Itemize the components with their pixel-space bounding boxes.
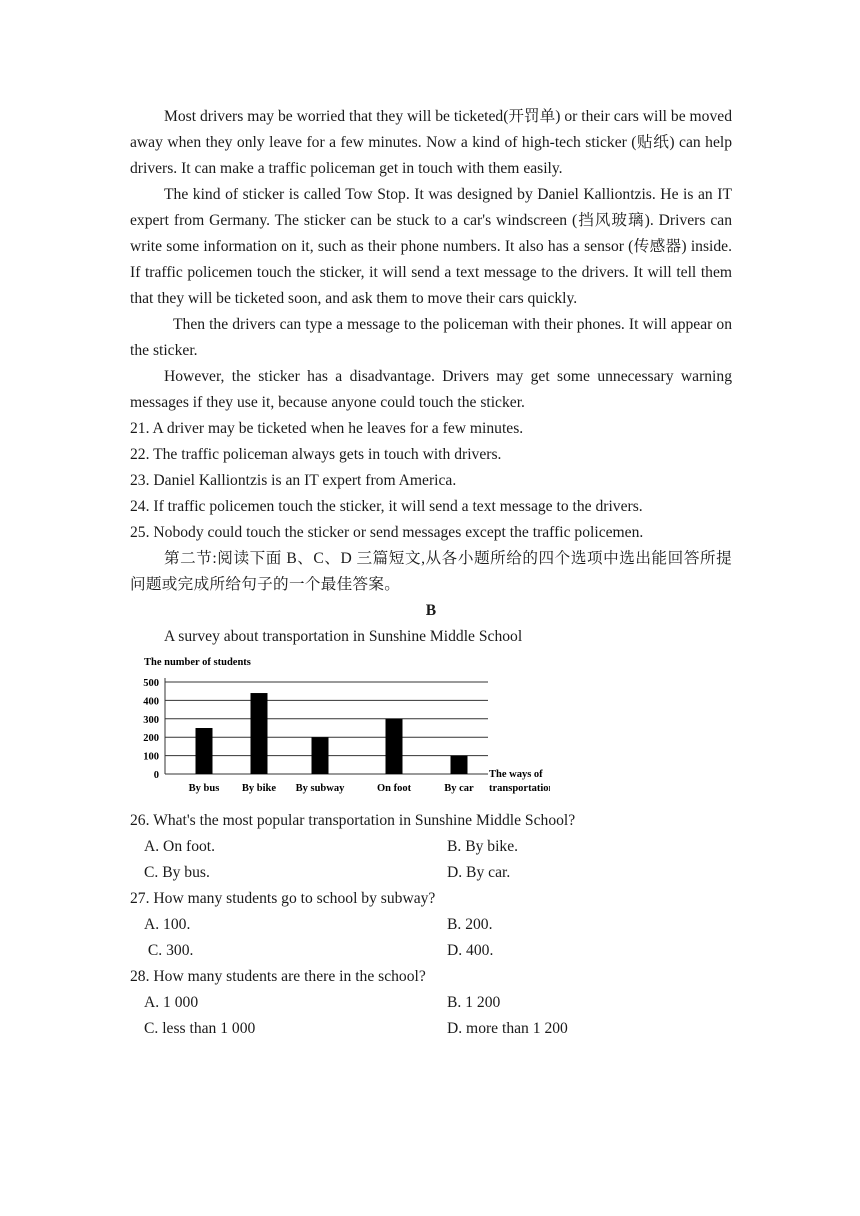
- bar-chart-container: [90, 650, 732, 808]
- document-page: [130, 104, 732, 1042]
- bar-by-bike: [251, 693, 268, 774]
- y-tick-label: 200: [143, 733, 159, 745]
- x-tick-label: On foot: [376, 783, 412, 794]
- option-27-b: B. 200.: [447, 916, 493, 933]
- y-tick-label: 500: [143, 678, 159, 689]
- bars-group: [196, 693, 468, 774]
- passage-label-b: B: [425, 602, 437, 619]
- y-tick-label: 0: [153, 770, 159, 781]
- x-axis-label-line1: The ways of: [489, 769, 543, 780]
- option-28-a: A. 1 000: [144, 994, 199, 1011]
- option-26-b: B. By bike.: [447, 838, 519, 855]
- option-27-d: D. 400.: [447, 942, 494, 959]
- statement-22: 22. The traffic policeman always gets in touch with drivers.: [130, 446, 502, 463]
- x-tick-label: By subway: [295, 783, 345, 794]
- passage-paragraph-3: Then the drivers can type a message to the policeman with their phones. It will appear on the sticker.: [130, 316, 732, 359]
- y-tick-label: 400: [143, 696, 159, 708]
- question-27-options: [144, 912, 732, 964]
- passage-paragraph-2: The kind of sticker is called Tow Stop. It was designed by Daniel Kalliontzis. He is an IT expert from Germany. The sticker can be stuck to a car's windscreen (挡风玻璃). Drivers can write some information on it, such as their phone numbers. It also has a sensor (传感器) inside. If traffic policemen touch the sticker, it will send a text message to the drivers. It will tell them that they will be ticketed soon, and ask them to move their cars quickly.: [130, 186, 732, 307]
- passage-paragraph-1: Most drivers may be worried that they will be ticketed(开罚单) or their cars will be moved away when they only leave for a few minutes. Now a kind of high-tech sticker (贴纸) can help drivers. It can make a traffic policeman get in touch with them easily.: [130, 108, 732, 177]
- bar-by-car: [451, 756, 468, 774]
- bar-chart: [90, 650, 550, 808]
- option-26-c: C. By bus.: [144, 864, 210, 881]
- y-axis-label: The number of students: [144, 657, 251, 668]
- bar-on-foot: [386, 719, 403, 774]
- question-27-stem: 27. How many students go to school by subway?: [130, 890, 436, 907]
- bar-by-bus: [196, 728, 213, 774]
- question-26-options: [144, 834, 732, 886]
- option-28-d: D. more than 1 200: [447, 1020, 568, 1037]
- survey-title: A survey about transportation in Sunshine Middle School: [164, 628, 523, 645]
- y-tick-label: 300: [143, 714, 159, 726]
- option-26-d: D. By car.: [447, 864, 511, 881]
- y-ticks: [143, 678, 159, 781]
- section-instruction: 第二节:阅读下面 B、C、D 三篇短文,从各小题所给的四个选项中选出能回答所提问题或完成所给句子的一个最佳答案。: [130, 550, 732, 593]
- x-tick-label: By car: [444, 783, 474, 794]
- option-28-c: C. less than 1 000: [144, 1020, 256, 1037]
- bar-by-subway: [312, 737, 329, 774]
- x-axis-label-line2: transportation: [489, 783, 550, 794]
- option-27-c: C. 300.: [144, 942, 194, 959]
- y-tick-label: 100: [143, 751, 159, 763]
- x-tick-label: By bike: [241, 783, 277, 794]
- question-26-stem: 26. What's the most popular transportation in Sunshine Middle School?: [130, 812, 576, 829]
- passage-paragraph-4: However, the sticker has a disadvantage. Drivers may get some unnecessary warning messages if they use it, because anyone could touch the sticker.: [130, 368, 732, 411]
- statement-25: 25. Nobody could touch the sticker or send messages except the traffic policemen.: [130, 524, 644, 541]
- statement-24: 24. If traffic policemen touch the sticker, it will send a text message to the drivers.: [130, 498, 643, 515]
- option-28-b: B. 1 200: [447, 994, 501, 1011]
- option-27-a: A. 100.: [144, 916, 191, 933]
- statement-21: 21. A driver may be ticketed when he leaves for a few minutes.: [130, 420, 524, 437]
- statement-23: 23. Daniel Kalliontzis is an IT expert from America.: [130, 472, 457, 489]
- x-ticks: [189, 783, 474, 794]
- question-28-options: [144, 990, 732, 1042]
- x-tick-label: By bus: [188, 783, 220, 794]
- option-26-a: A. On foot.: [144, 838, 216, 855]
- question-28-stem: 28. How many students are there in the school?: [130, 968, 426, 985]
